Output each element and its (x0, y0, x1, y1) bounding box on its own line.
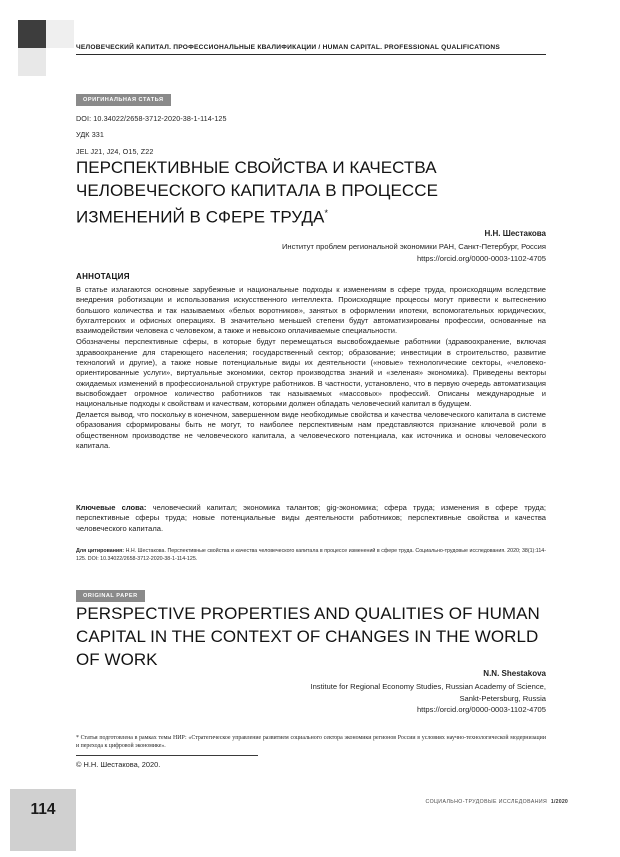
english-author-block (76, 668, 546, 716)
english-article-meta (76, 584, 546, 602)
citation-section (76, 548, 546, 563)
russian-author-block (76, 228, 546, 264)
page-title-english: PERSPECTIVE PROPERTIES AND QUALITIES OF HUMAN CAPITAL IN THE CONTEXT OF CHANGES IN THE WORLD OF WORK (76, 604, 540, 669)
title-footnote-marker: * (324, 208, 328, 218)
author-name-english: N.N. Shestakova (483, 669, 546, 678)
page-title-russian (76, 156, 546, 229)
footnote-text: * Статья подготовлена в рамках темы НИР: «Стратегическое управление развитием социального сектора экономики регионов России в условиях научно-технологической модернизации и перехода к цифровой экономике». (76, 735, 546, 750)
citation-line (76, 548, 546, 563)
corner-block-light-bottom-left (18, 48, 46, 76)
orcid-link-english[interactable]: https://orcid.org/0000-0003-1102-4705 (416, 705, 546, 714)
citation-text: Н.Н. Шестакова. Перспективные свойства и качества человеческого капитала в процессе изменений в сфере труда. Социально-трудовые исследования. 2020; 38(1):114-125. DOI: 10.34022/2658-3712-2020-38-1-114-125. (76, 548, 546, 562)
affiliation-english-line2: Sankt-Petersburg, Russia (459, 693, 546, 703)
original-paper-badge: ORIGINAL PAPER (76, 590, 145, 602)
keywords-label: Ключевые слова: (76, 503, 147, 512)
running-head (76, 44, 546, 55)
russian-title-wrap (76, 156, 546, 229)
abstract-paragraph: Обозначены перспективные сферы, в которые будут перемещаться высвобождаемые работники (здравоохранение, включая здравоохранение для стареющего населения; государственный сектор; образование; инвестиции в строительство, развитие технологий и другие), а также новые потенциальные виды их деятельности («новые» технологические секторы, «человеко-ориентированные услуги», виртуальные экономики, сектор производства знаний и «зеленая» экономика). Приведены векторы ожидаемых изменений в профессиональной структуре работников. В частности, установлено, что в первую очередь автоматизация высвобождает огромное количество работников так называемых «массовых» профессий. Описаны международные и национальные подходы к свойствам и качествам, которыми должен обладать человеческий капитал в будущем. (76, 337, 546, 409)
author-name-russian: Н.Н. Шестакова (484, 229, 546, 238)
footnote-rule (76, 755, 258, 756)
corner-block-white (46, 48, 74, 76)
keywords-text: человеческий капитал; экономика талантов; gig-экономика; сфера труда; изменения в сфере труда; перспективные сферы труда; новые потенциальные виды деятельности работников; перспективные свойства и качества человеческого капитала. (76, 503, 546, 533)
footnote-section (76, 734, 546, 769)
page-number-box (10, 789, 76, 851)
orcid-link-russian[interactable]: https://orcid.org/0000-0003-1102-4705 (416, 253, 546, 263)
abstract-label: АННОТАЦИЯ (76, 272, 130, 281)
footer-issue: 1/2020 (550, 799, 568, 805)
page-title-russian-text: ПЕРСПЕКТИВНЫЕ СВОЙСТВА И КАЧЕСТВА ЧЕЛОВЕЧЕСКОГО КАПИТАЛА В ПРОЦЕССЕ ИЗМЕНЕНИЙ В СФЕРЕ ТРУДА (76, 158, 438, 227)
russian-article-meta (76, 88, 546, 156)
doi-line: DOI: 10.34022/2658-3712-2020-38-1-114-125 (76, 113, 227, 123)
abstract-paragraph: В статье излагаются основные зарубежные и национальные подходы к изменениям в сфере труда, происходящим вследствие внедрения роботизации и использования искусственного интеллекта. Происходящие процессы могут привести к вытеснению большого количества и так называемых «белых воротников», занятых в оформлении ипотеки, вспомогательных юридических, бухгалтерских и офисных операциях. В значительно меньшей степени будут автоматизированы профессии, основанные на взаимодействии человека с человеком, а также и невысоко оплачиваемые специальности. (76, 285, 546, 336)
abstract-paragraph: Делается вывод, что поскольку в конечном, завершенном виде необходимые свойства и качества человеческого капитала в системе образования сформированы быть не могут, то наиболее перспективным нам представляются признание ключевой роли в общественном производстве не человеческого капитала, а человеческого потенциала, как источника и основы человеческого капитала. (76, 410, 546, 451)
running-head-text: ЧЕЛОВЕЧЕСКИЙ КАПИТАЛ. ПРОФЕССИОНАЛЬНЫЕ КВАЛИФИКАЦИИ / HUMAN CAPITAL. PROFESSIONAL QUALIFICATIONS (76, 44, 501, 51)
jel-line: JEL J21, J24, O15, Z22 (76, 146, 154, 156)
running-head-rule (76, 54, 546, 55)
corner-block-light-top-right (46, 20, 74, 48)
affiliation-english-line1: Institute for Regional Economy Studies, Russian Academy of Science, (310, 682, 546, 691)
page-number: 114 (30, 801, 56, 818)
footer-journal-info (426, 799, 568, 805)
citation-label: Для цитирования: (76, 548, 125, 554)
corner-block-dark (18, 20, 46, 48)
affiliation-russian: Институт проблем региональной экономики РАН, Санкт-Петербург, Россия (281, 242, 546, 251)
footer-journal-name: СОЦИАЛЬНО-ТРУДОВЫЕ ИССЛЕДОВАНИЯ (425, 799, 548, 805)
original-article-badge: ОРИГИНАЛЬНАЯ СТАТЬЯ (76, 94, 171, 106)
decorative-corner-mark (18, 20, 74, 76)
keywords-line (76, 503, 546, 534)
udk-line: УДК 331 (76, 130, 104, 139)
abstract-section (76, 272, 546, 452)
keywords-section (76, 503, 546, 534)
copyright-line: © Н.Н. Шестакова, 2020. (76, 760, 161, 770)
english-title-wrap (76, 602, 546, 671)
